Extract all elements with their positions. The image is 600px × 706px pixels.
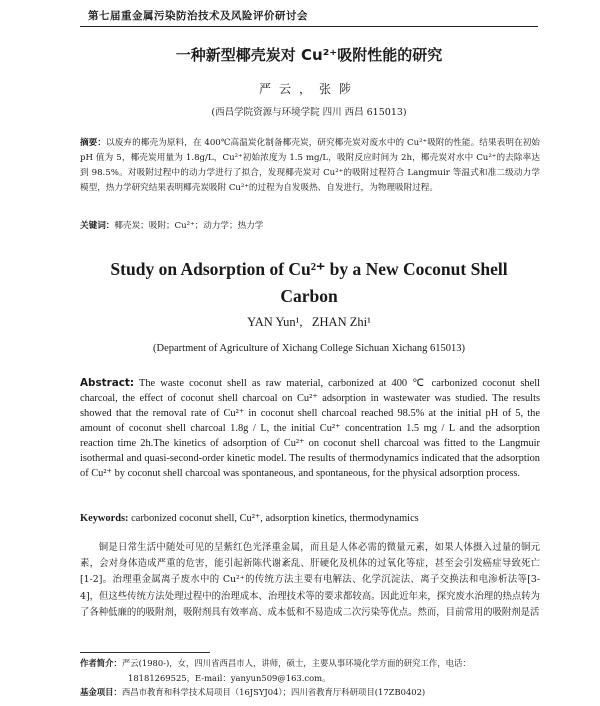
chinese-title: 一种新型椰壳炭对 Cu²⁺吸附性能的研究 xyxy=(175,46,443,64)
chinese-keywords-label: 关键词： xyxy=(80,221,115,231)
chinese-abstract xyxy=(80,136,540,196)
english-abstract xyxy=(80,376,540,481)
english-title-line2: Carbon xyxy=(280,286,338,306)
footnote-author-contact: 18181269525，E-mail：yanyun509@163.com。 xyxy=(128,672,331,683)
header-rule xyxy=(80,26,538,27)
footnote-author xyxy=(80,656,550,671)
english-title-line1: Study on Adsorption of Cu²⁺ by a New Coconut Shell xyxy=(110,259,508,279)
chinese-keywords xyxy=(80,219,540,231)
english-keywords-label: Keywords: xyxy=(80,513,129,524)
chinese-keywords-text: 椰壳炭；吸附；Cu²⁺；动力学；热力学 xyxy=(114,221,264,231)
english-title xyxy=(80,256,538,310)
chinese-abstract-text: 以废弃的椰壳为原料，在 400℃高温炭化制备椰壳炭，研究椰壳炭对废水中的 Cu²⁺吸附的性能。结果表明在初始 pH 值为 5，椰壳炭用量为 1.8g/L，Cu²⁺初始浓度为 1.5 mg/L，吸附反应时间为 2h，椰壳炭对水中 Cu²⁺的去除率达到 98.5%。对吸附过程中的动力学进行了拟合，发现椰壳炭对 Cu²⁺的吸附过程符合 Langmuir 等温式和准二级动力学模型，热力学研究结果表明椰壳炭吸附 Cu²⁺的过程为自发吸热、自发进行，为物理吸附过程。 xyxy=(80,138,540,193)
footnote-author-label: 作者简介： xyxy=(80,658,122,668)
english-author-1: YAN Yun¹, xyxy=(247,315,303,329)
english-keywords xyxy=(80,512,540,524)
english-author-2: ZHAN Zhi¹ xyxy=(311,315,371,329)
english-keywords-text: carbonized coconut shell, Cu²⁺, adsorption kinetics, thermodynamics xyxy=(131,513,419,524)
footnote-rule xyxy=(80,652,210,653)
english-authors xyxy=(80,315,538,330)
chinese-abstract-label: 摘要： xyxy=(80,138,107,148)
english-abstract-text: The waste coconut shell as raw material, carbonized at 400 ℃ carbonized coconut shell charcoal, the effect of coconut shell charcoal on Cu²⁺ adsorption in wastewater was studied. The results showed that the removal rate of Cu²⁺ in coconut shell charcoal reached 98.5% at the initial pH of 5, the amount of coconut shell charcoal 1.8g / L, the initial Cu²⁺ concentration 1.5 mg / L and the adsorption reaction time 2h.The kinetics of adsorption of Cu²⁺ on coconut shell charcoal was fitted to the Langmuir isothermal and quasi-second-order kinetic model. The results of thermodynamics indicated that the adsorption of Cu²⁺ by coconut shell charcoal was spontaneous, and spontaneous, for the physical adsorption process. xyxy=(80,378,540,479)
footnotes xyxy=(80,656,550,700)
chinese-authors: 严云，张陟 xyxy=(258,82,359,96)
footnote-fund-text: 西昌市教育和科学技术局项目（16JSYJ04）；四川省教育厅科研项目(17ZB0402) xyxy=(121,687,426,697)
footnote-fund xyxy=(80,685,550,700)
chinese-affiliation: (西昌学院资源与环境学院 四川 西昌 615013) xyxy=(211,107,407,118)
footnote-fund-label: 基金项目： xyxy=(80,687,122,697)
running-header: 第七届重金属污染防治技术及风险评价研讨会 xyxy=(88,10,308,22)
english-abstract-label: Abstract: xyxy=(80,377,135,389)
english-affiliation: (Department of Agriculture of Xichang College Sichuan Xichang 615013) xyxy=(153,343,465,354)
body-paragraph: 铜是日常生活中随处可见的呈紫红色光泽重金属，而且是人体必需的微量元素，如果人体摄入过量的铜元素，会对身体造成严重的危害，能引起新陈代谢紊乱、肝硬化及机体的过氧化等症，甚至会引发癌症导致死亡[1-2]。治理重金属离子废水中的 Cu²⁺的传统方法主要有电解法、化学沉淀法、离子交换法和电渗析法等[3-4]，但这些传统方法处理过程中的治理成本、治理技术等的要求都较高。因此近年来，探究废水治理的热点转为了各种低廉的的吸附剂，吸附剂具有效率高、成本低和不易造成二次污染等优点。然而，目前常用的吸附剂是活 xyxy=(80,542,540,618)
footnote-author-line1: 严云(1980-)，女，四川省西昌市人，讲师，硕士，主要从事环境化学方面的研究工作，电话： xyxy=(121,658,471,668)
